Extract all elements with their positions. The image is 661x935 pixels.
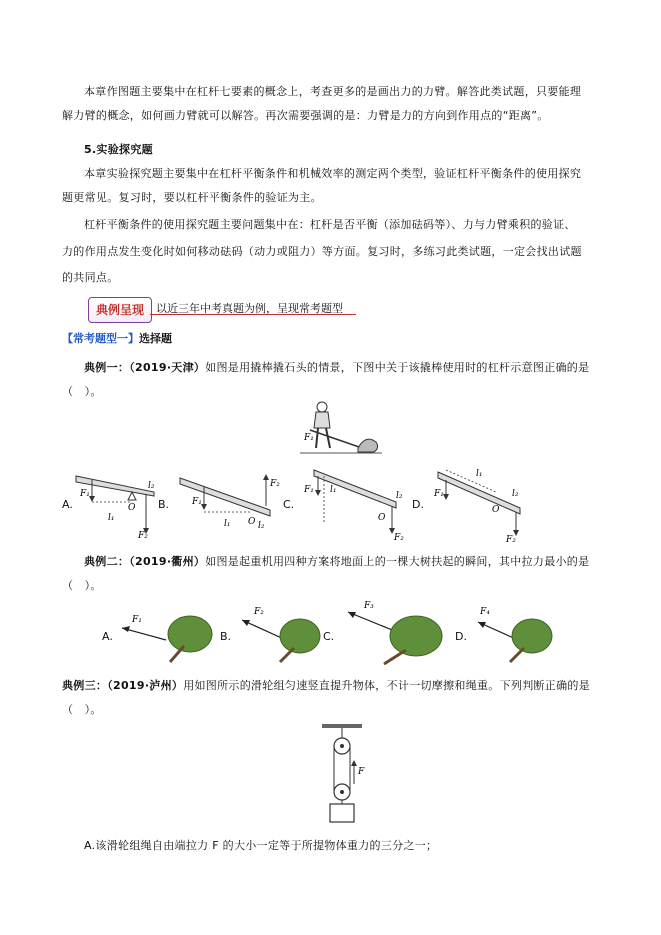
paragraph-2-line-1: 本章实验探究题主要集中在杠杆平衡条件和机械效率的测定两个类型，验证杠杆平衡条件的使用探究	[84, 167, 582, 180]
fulcrum	[128, 492, 136, 500]
example-1-line-1	[62, 358, 602, 378]
question-type-label: 【常考题型一】	[62, 332, 139, 345]
f1-label: F₁	[434, 489, 444, 499]
example-1-label: 典例一：（2019·天津）	[84, 361, 206, 374]
f2-label: F₂	[270, 479, 280, 489]
force-f1-arrowhead	[443, 494, 449, 500]
tree-crown	[390, 616, 442, 656]
force-f1-arrowhead	[315, 490, 321, 496]
tree-trunk	[280, 648, 294, 662]
force-f-label: F	[358, 767, 365, 777]
o-label: O	[378, 513, 386, 523]
example-2-label: 典例二：（2019·衢州）	[84, 555, 206, 568]
example-3-line-1	[62, 676, 602, 696]
tree-trunk	[510, 648, 524, 662]
l2-label: l₂	[148, 481, 155, 491]
o-label: O	[128, 503, 136, 513]
tree-trunk	[384, 650, 406, 664]
load-block	[330, 804, 354, 822]
l1-label: l₁	[108, 513, 115, 523]
question-type-title: 选择题	[139, 332, 172, 345]
force-f2-arrow	[242, 620, 286, 640]
lever-diagram-c	[300, 462, 404, 542]
example-2-option-b-letter: B.	[220, 630, 232, 643]
example-3-text: 用如图所示的滑轮组匀速竖直提升物体，不计一切摩擦和绳重。下列判断正确的是	[183, 679, 590, 692]
f1-label: F₁	[80, 489, 90, 499]
f4-label: F₄	[480, 607, 490, 617]
tree-option-b	[236, 604, 324, 664]
example-1-line-2: （ ）。	[62, 385, 102, 398]
paragraph-2-line-2: 题更常见。复习时，要以杠杆平衡条件的验证为主。	[62, 191, 322, 204]
f1-label: F₁	[192, 497, 202, 507]
l1-label: l₁	[224, 519, 231, 529]
l2-label: l₂	[396, 491, 403, 501]
force-f1-arrowhead	[89, 496, 95, 502]
person-body	[314, 412, 330, 428]
force-f2-arrowhead	[263, 474, 269, 480]
person-leg-right	[326, 428, 330, 448]
section-5-title: 5.实验探究题	[84, 143, 153, 156]
tree-crown	[512, 619, 552, 653]
example-3-line-2: （ ）。	[62, 703, 102, 716]
tree-crown	[168, 616, 212, 652]
force-f-arrowhead	[351, 760, 357, 766]
example-1-text: 如图是用撬棒撬石头的情景，下图中关于该撬棒使用时的杠杆示意图正确的是	[205, 361, 590, 374]
paragraph-3-line-1: 杠杆平衡条件的使用探究题主要问题集中在：杠杆是否平衡（添加砝码等）、力与力臂乘积的验证、	[84, 218, 576, 231]
fixed-pulley-axle	[340, 744, 344, 748]
lever-diagram-d	[432, 462, 532, 545]
f1-label: F₁	[132, 615, 142, 625]
l1-label: l₁	[476, 469, 483, 479]
example-2-option-d-letter: D.	[455, 630, 467, 643]
person-leg-left	[316, 428, 318, 448]
o-label: O	[492, 505, 500, 515]
ceiling	[322, 724, 362, 728]
person-head	[317, 402, 327, 412]
example-1-option-c-letter: C.	[283, 498, 295, 511]
example-3-option-a: A.该滑轮组绳自由端拉力 F 的大小一定等于所提物体重力的三分之一；	[84, 839, 438, 852]
example-3-label: 典例三：（2019·泸州）	[62, 679, 184, 692]
l1-label: l₁	[330, 485, 337, 495]
example-1-option-d-letter: D.	[412, 498, 424, 511]
pulley-system-figure	[318, 724, 368, 824]
f2-label: F₂	[394, 533, 404, 543]
tree-option-a	[118, 608, 218, 664]
f2-label: F₂	[254, 607, 264, 617]
lever-diagram-a	[74, 466, 158, 541]
tree-crown	[280, 619, 320, 653]
paragraph-3-line-2: 力的作用点发生变化时如何移动砝码（动力或阻力）等方面。复习时，多练习此类试题，一定会找出试题	[62, 245, 582, 258]
rock	[358, 439, 378, 452]
f3-label: F₃	[364, 601, 374, 611]
example-badge: 典例呈现	[88, 297, 152, 323]
force-f1-arrowhead	[122, 626, 130, 632]
example-2-line-2: （ ）。	[62, 579, 102, 592]
example-2-option-c-letter: C.	[323, 630, 335, 643]
paragraph-1-line-1: 本章作图题主要集中在杠杆七要素的概念上，考查更多的是画出力的力臂。解答此类试题，只要能理	[84, 85, 582, 98]
example-1-option-a-letter: A.	[62, 498, 73, 511]
paragraph-3-line-3: 的共同点。	[62, 271, 119, 284]
lever-rock-illustration	[300, 400, 382, 458]
lever-diagram-b	[178, 466, 278, 538]
paragraph-1-line-2: 解力臂的概念，如何画力臂就可以解答。再次需要强调的是：力臂是力的方向到作用点的“距离”。	[62, 109, 549, 122]
example-1-option-b-letter: B.	[158, 498, 170, 511]
lever-bar	[314, 470, 396, 508]
example-2-text: 如图是起重机用四种方案将地面上的一棵大树扶起的瞬间，其中拉力最小的是	[205, 555, 590, 568]
question-type-heading	[62, 330, 172, 346]
example-2-option-a-letter: A.	[102, 630, 113, 643]
force-f1-arrowhead	[201, 504, 207, 510]
example-2-line-1	[62, 552, 602, 572]
badge-underline	[150, 314, 356, 315]
f2-label: F₂	[138, 531, 148, 541]
f2-label: F₂	[506, 535, 516, 545]
tree-option-d	[474, 604, 558, 666]
l2-label: l₂	[258, 521, 265, 531]
illustration-f1-label: F₁	[304, 433, 314, 443]
movable-pulley-axle	[340, 790, 344, 794]
o-label: O	[248, 517, 256, 527]
badge-description: 以近三年中考真题为例，呈现常考题型	[156, 302, 343, 315]
tree-option-c	[340, 600, 446, 666]
l2-label: l₂	[512, 489, 519, 499]
f1-label: F₁	[304, 485, 314, 495]
